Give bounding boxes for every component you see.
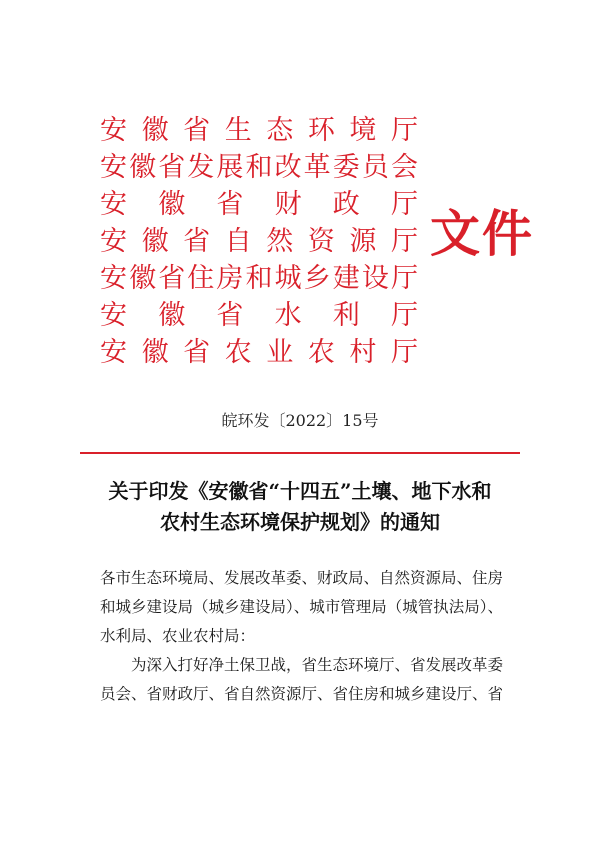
issuer-char: 发	[187, 152, 215, 183]
paragraph-1-line-1: 为深入打好净土保卫战，省生态环境厅、省发展改革委	[131, 656, 504, 674]
issuer-char: 改	[274, 152, 302, 183]
issuer-char: 徽	[141, 226, 169, 257]
issuer-line	[100, 334, 418, 371]
issuer-char: 安	[100, 226, 127, 257]
issuer-char: 生	[224, 115, 252, 146]
issuer-char: 徽	[129, 263, 157, 294]
red-divider-line	[80, 452, 520, 454]
issuer-char: 业	[266, 337, 294, 368]
addressees-line-3: 水利局、农业农村局：	[100, 627, 256, 645]
issuer-char: 环	[307, 115, 335, 146]
issuer-line	[100, 260, 418, 297]
issuer-char: 徽	[158, 300, 186, 331]
issuer-char: 厅	[390, 189, 418, 220]
issuer-char: 员	[361, 152, 389, 183]
title-line-2: 农村生态环境保护规划》的通知	[160, 510, 440, 534]
issuer-char: 住	[187, 263, 215, 294]
issuer-char: 省	[183, 337, 211, 368]
addressees-line-1: 各市生态环境局、发展改革委、财政局、自然资源局、住房	[100, 569, 504, 587]
issuer-char: 然	[266, 226, 294, 257]
issuer-char: 厅	[390, 115, 418, 146]
issuer-char: 安	[100, 189, 127, 220]
issuer-char: 源	[349, 226, 377, 257]
issuer-char: 村	[349, 337, 377, 368]
issuer-char: 城	[274, 263, 302, 294]
issuer-char: 态	[266, 115, 294, 146]
issuer-char: 省	[216, 300, 244, 331]
issuer-char: 徽	[141, 115, 169, 146]
document-body	[100, 564, 510, 709]
issuer-char: 安	[100, 152, 127, 183]
issuer-char: 政	[332, 189, 360, 220]
issuer-char: 省	[216, 189, 244, 220]
file-label: 文件	[430, 204, 534, 263]
issuer-char: 乡	[303, 263, 331, 294]
issuer-char: 徽	[158, 189, 186, 220]
issuer-char: 安	[100, 337, 127, 368]
issuer-char: 徽	[129, 152, 157, 183]
issuer-char: 厅	[390, 263, 418, 294]
issuer-char: 安	[100, 300, 127, 331]
issuer-char: 资	[307, 226, 335, 257]
issuer-char: 农	[307, 337, 335, 368]
issuer-char: 委	[332, 152, 360, 183]
issuer-char: 会	[390, 152, 418, 183]
issuer-char: 安	[100, 115, 127, 146]
issuer-char: 厅	[390, 226, 418, 257]
issuer-line	[100, 297, 418, 334]
issuer-char: 水	[274, 300, 302, 331]
document-title	[90, 476, 510, 538]
issuer-char: 自	[224, 226, 252, 257]
issuer-char: 省	[183, 115, 211, 146]
issuer-char: 和	[245, 263, 273, 294]
issuer-char: 建	[332, 263, 360, 294]
issuer-char: 安	[100, 263, 127, 294]
issuer-char: 省	[158, 152, 186, 183]
issuer-line	[100, 112, 418, 149]
issuer-char: 和	[245, 152, 273, 183]
issuer-char: 农	[224, 337, 252, 368]
issuer-char: 徽	[141, 337, 169, 368]
issuer-line	[100, 223, 418, 260]
issuer-char: 省	[158, 263, 186, 294]
issuer-char: 厅	[390, 337, 418, 368]
issuer-line	[100, 186, 418, 223]
issuer-char: 设	[361, 263, 389, 294]
paragraph-1-line-2: 员会、省财政厅、省自然资源厅、省住房和城乡建设厅、省	[100, 685, 504, 703]
issuer-char: 利	[332, 300, 360, 331]
issuing-authorities	[100, 112, 418, 371]
title-line-1: 关于印发《安徽省“十四五”土壤、地下水和	[108, 479, 492, 503]
issuer-char: 房	[216, 263, 244, 294]
issuer-char: 革	[303, 152, 331, 183]
issuer-char: 省	[183, 226, 211, 257]
issuer-line	[100, 149, 418, 186]
issuer-char: 境	[349, 115, 377, 146]
issuer-char: 财	[274, 189, 302, 220]
issuer-char: 展	[216, 152, 244, 183]
document-number: 皖环发〔2022〕15号	[221, 411, 379, 430]
addressees-line-2: 和城乡建设局（城乡建设局）、城市管理局（城管执法局）、	[100, 598, 504, 616]
issuer-char: 厅	[390, 300, 418, 331]
